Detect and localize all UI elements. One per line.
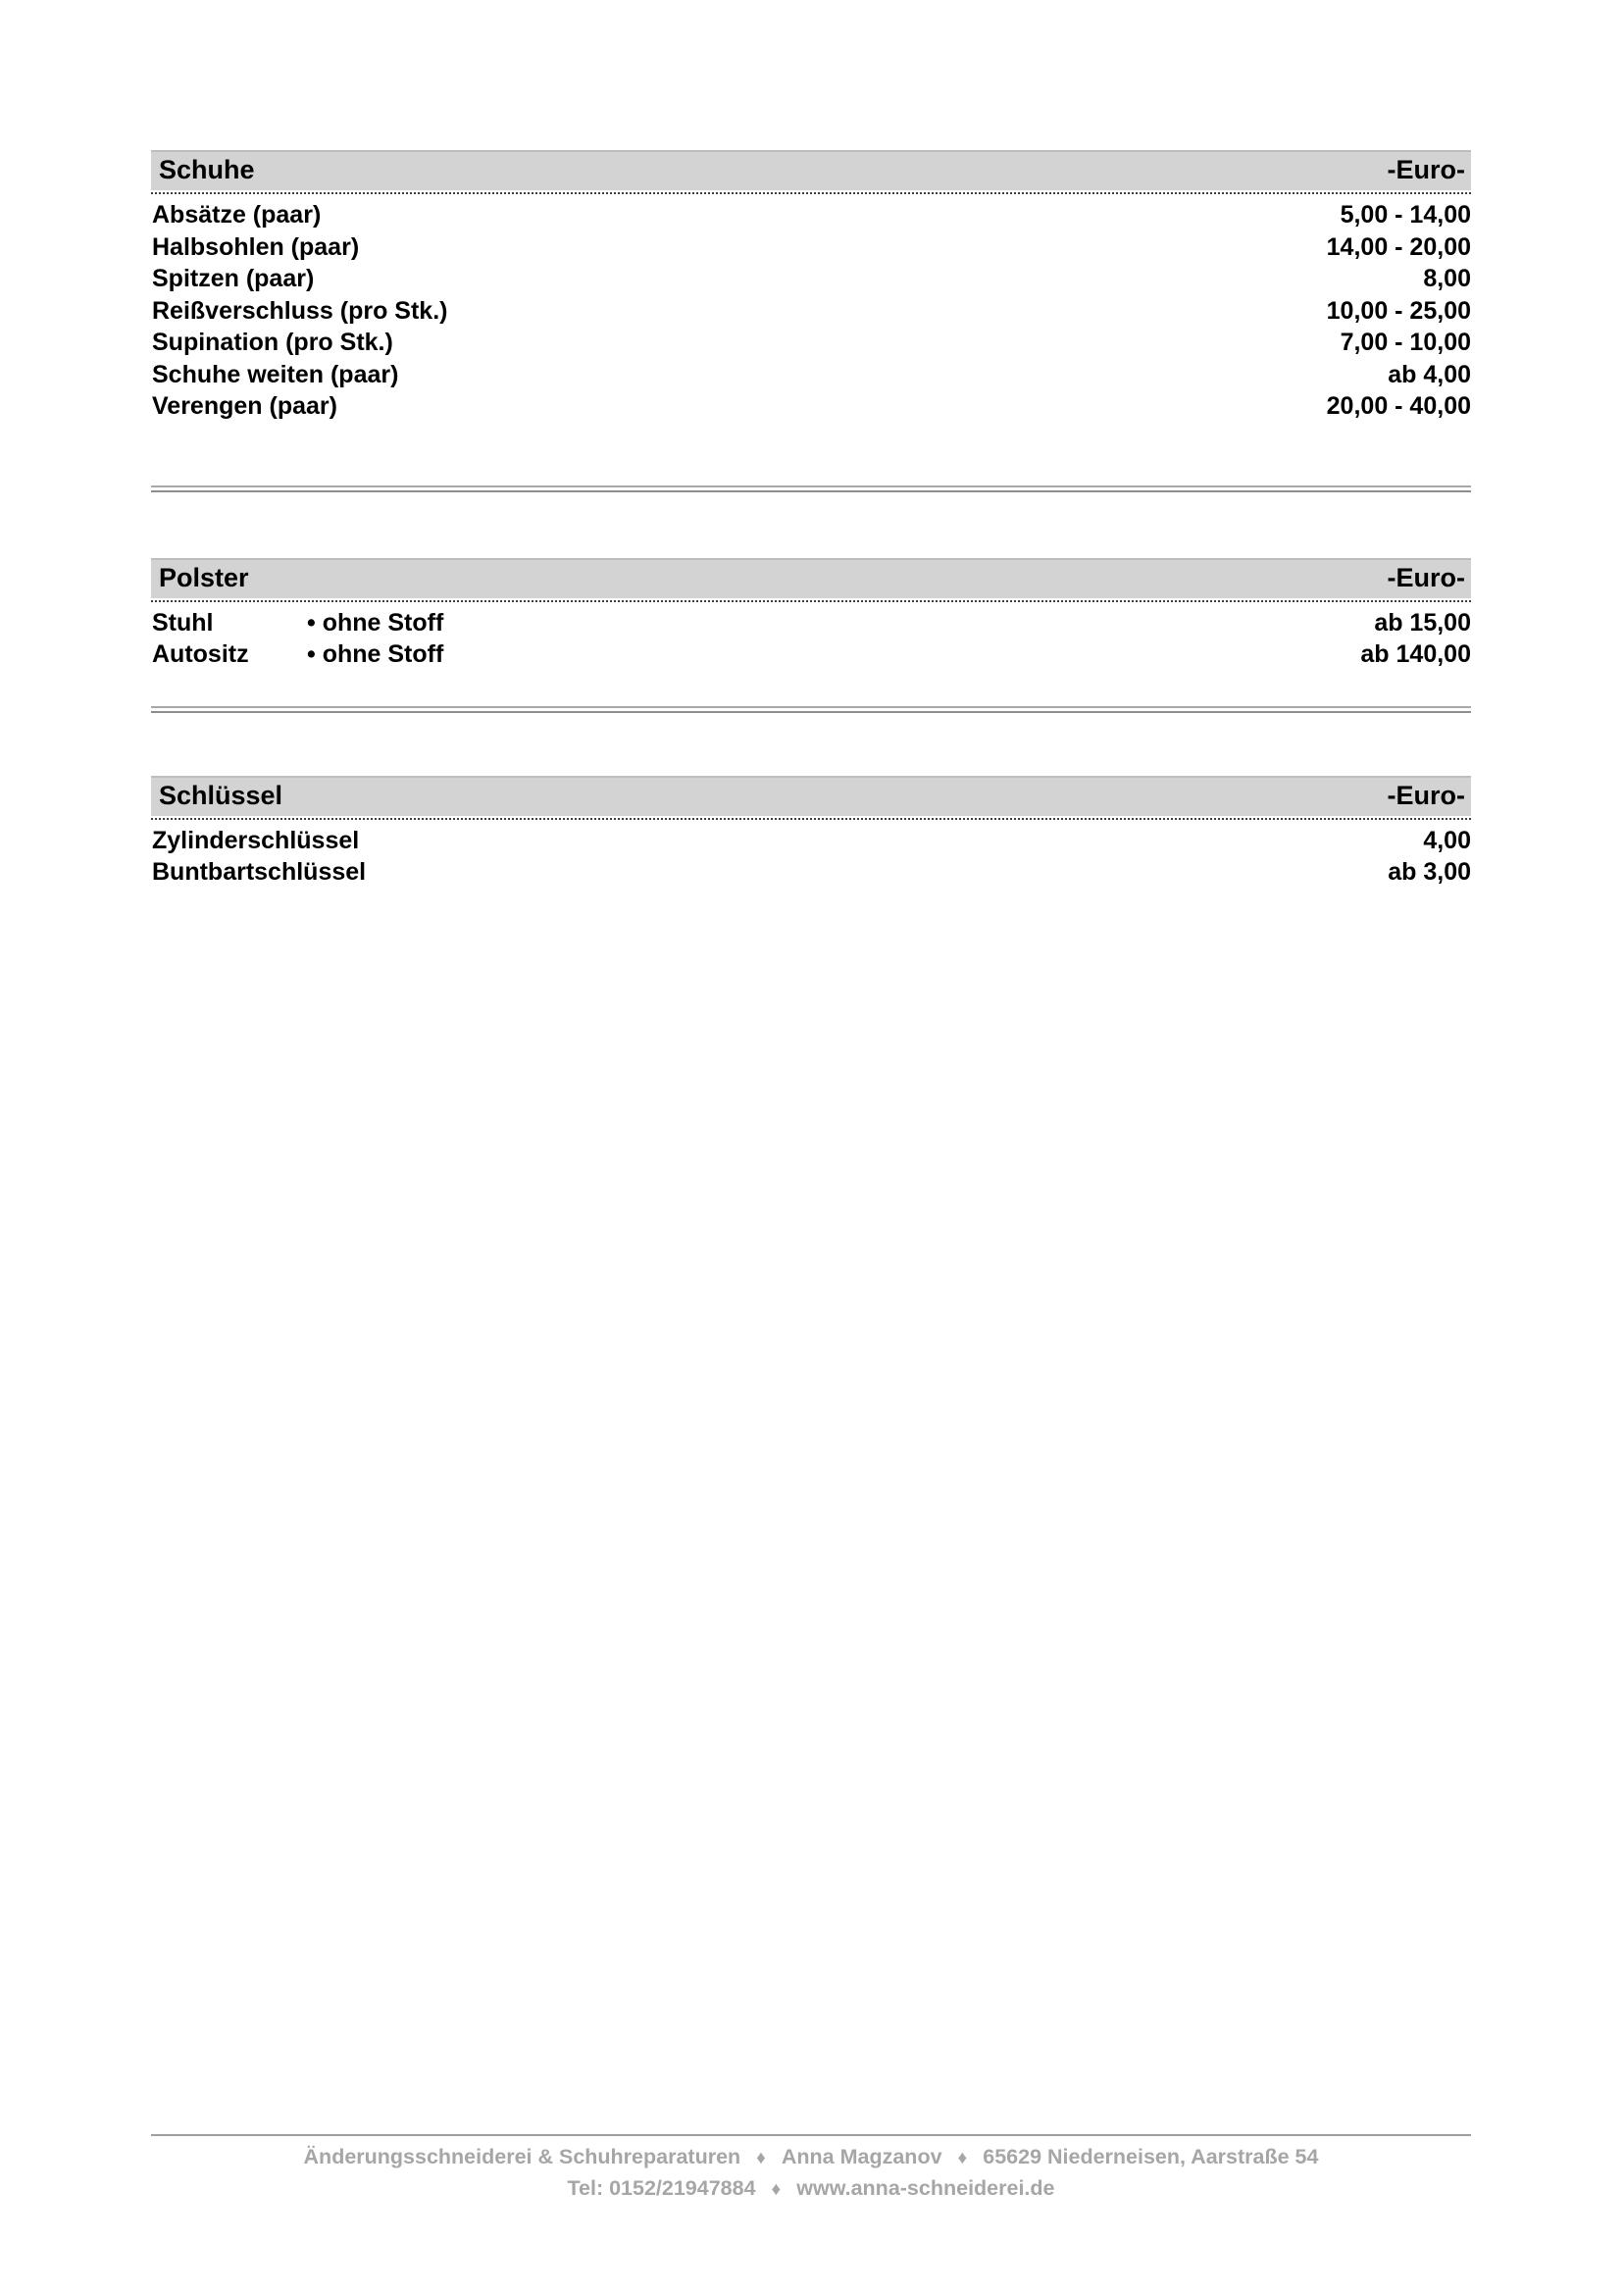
item-price: ab 3,00 <box>1388 858 1471 886</box>
currency-label: -Euro- <box>1387 780 1465 810</box>
item-detail: • ohne Stoff <box>307 608 444 637</box>
item-label: Autositz <box>152 640 249 668</box>
section-schluessel <box>151 776 1471 889</box>
footer-business-name: Änderungsschneiderei & Schuhreparaturen <box>303 2145 741 2168</box>
item-price: 10,00 - 25,00 <box>1326 296 1471 325</box>
price-row <box>151 856 1471 889</box>
footer-line-1 <box>151 2142 1471 2173</box>
price-rows <box>151 825 1471 889</box>
diamond-icon: ♦ <box>756 2148 766 2168</box>
spacer <box>151 492 1471 558</box>
diamond-icon: ♦ <box>771 2179 782 2200</box>
dotted-rule <box>151 600 1471 602</box>
item-label: Reißverschluss (pro Stk.) <box>152 296 448 325</box>
price-row <box>151 295 1471 328</box>
price-row <box>151 231 1471 264</box>
price-rows <box>151 199 1471 423</box>
section-separator <box>151 706 1471 713</box>
footer-phone: Tel: 0152/21947884 <box>567 2176 756 2200</box>
section-polster <box>151 558 1471 671</box>
currency-label: -Euro- <box>1387 155 1465 184</box>
item-label: Zylinderschlüssel <box>152 826 360 854</box>
item-price: ab 140,00 <box>1360 640 1471 668</box>
footer-website: www.anna-schneiderei.de <box>796 2176 1055 2200</box>
price-row <box>151 199 1471 231</box>
price-row <box>151 638 1471 671</box>
item-label: Verengen (paar) <box>152 392 337 420</box>
item-label: Schuhe weiten (paar) <box>152 360 399 388</box>
section-header <box>151 776 1471 816</box>
item-price: ab 15,00 <box>1374 608 1471 637</box>
item-label: Supination (pro Stk.) <box>152 329 393 356</box>
item-price: 14,00 - 20,00 <box>1326 232 1471 261</box>
item-label: Halbsohlen (paar) <box>152 232 360 261</box>
item-label: Buntbartschlüssel <box>152 858 367 886</box>
page-content <box>151 150 1471 889</box>
dotted-rule <box>151 818 1471 820</box>
price-row <box>151 263 1471 295</box>
section-separator <box>151 485 1471 492</box>
page-footer <box>151 2134 1471 2205</box>
price-row <box>151 390 1471 423</box>
item-label: Absätze (paar) <box>152 201 322 229</box>
item-price: ab 4,00 <box>1388 360 1471 388</box>
item-price: 5,00 - 14,00 <box>1340 201 1471 229</box>
footer-line-2 <box>151 2173 1471 2205</box>
footer-address: 65629 Niederneisen, Aarstraße 54 <box>983 2145 1319 2168</box>
section-title: Polster <box>159 562 249 592</box>
item-price: 8,00 <box>1423 265 1471 292</box>
item-detail: • ohne Stoff <box>307 640 444 668</box>
price-row <box>151 825 1471 857</box>
price-row <box>151 359 1471 391</box>
currency-label: -Euro- <box>1387 562 1465 592</box>
section-header <box>151 558 1471 598</box>
item-label: Stuhl <box>152 608 214 637</box>
section-schuhe <box>151 150 1471 423</box>
footer-owner-name: Anna Magzanov <box>781 2145 942 2168</box>
item-label: Spitzen (paar) <box>152 265 315 292</box>
spacer <box>151 713 1471 776</box>
section-title: Schlüssel <box>159 780 283 810</box>
price-row <box>151 327 1471 359</box>
section-header <box>151 150 1471 190</box>
section-title: Schuhe <box>159 155 255 184</box>
diamond-icon: ♦ <box>957 2148 968 2168</box>
item-price: 4,00 <box>1423 826 1471 854</box>
price-row <box>151 607 1471 639</box>
dotted-rule <box>151 192 1471 194</box>
item-price: 7,00 - 10,00 <box>1340 329 1471 356</box>
item-price: 20,00 - 40,00 <box>1326 392 1471 420</box>
price-rows <box>151 607 1471 671</box>
